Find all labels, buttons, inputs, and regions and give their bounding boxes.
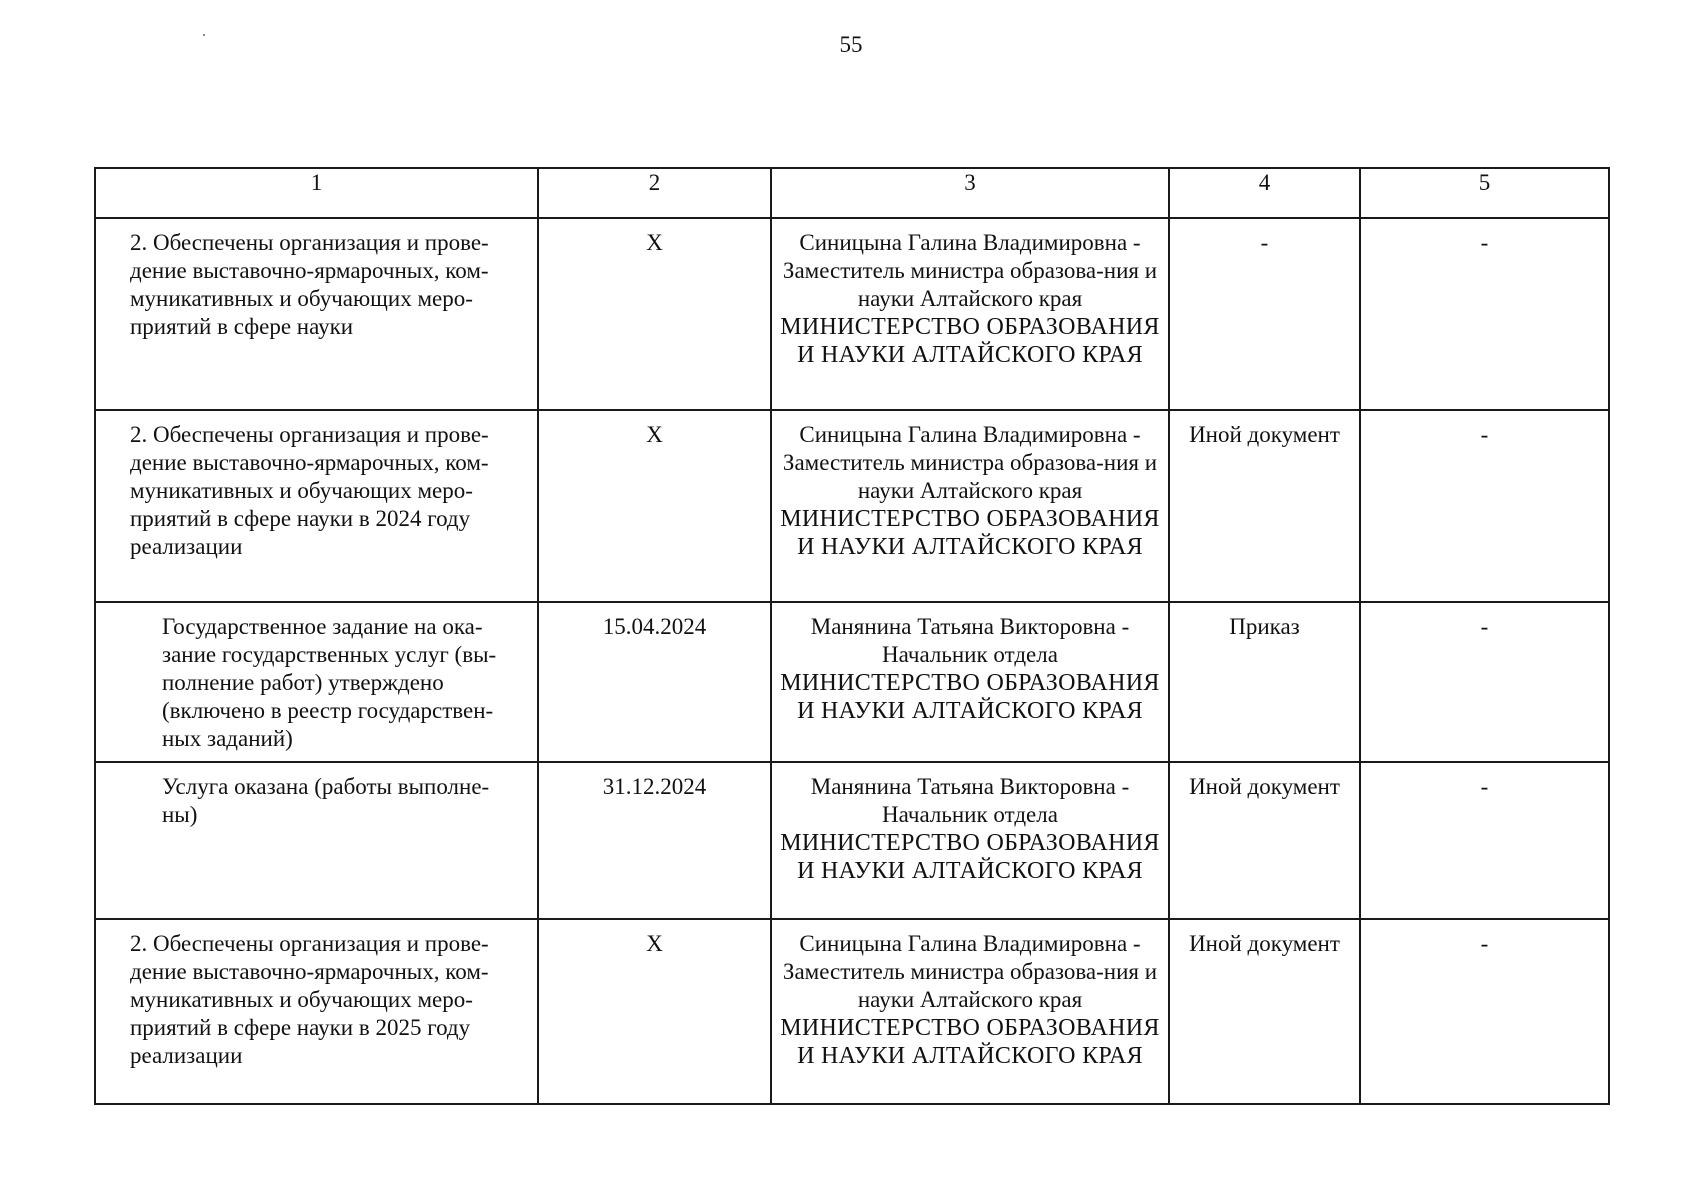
organization-name: МИНИСТЕРСТВО ОБРАЗОВАНИЯ И НАУКИ АЛТАЙСКОГО КРАЯ xyxy=(780,314,1160,368)
document-type: - xyxy=(1260,230,1269,255)
plan-table xyxy=(94,167,1610,1105)
document-type: Приказ xyxy=(1229,614,1300,639)
responsible-cell xyxy=(771,919,1169,1104)
document-cell xyxy=(1169,410,1360,602)
column-header: 2 xyxy=(538,168,771,218)
event-name: Государственное задание на ока-зание государственных услуг (вы-полнение работ) утверждено (включено в реестр государствен-ных заданий) xyxy=(162,614,497,751)
event-name-cell xyxy=(95,410,538,602)
responsible-cell xyxy=(771,762,1169,919)
table-row xyxy=(95,762,1609,919)
event-name-cell xyxy=(95,919,538,1104)
document-type: Иной документ xyxy=(1189,422,1340,447)
col5-cell xyxy=(1360,218,1609,410)
date-cell xyxy=(538,762,771,919)
page-number: 55 xyxy=(839,32,863,57)
col5-cell xyxy=(1360,602,1609,762)
responsible-person: Манянина Татьяна Викторовна - Начальник отдела xyxy=(810,774,1130,827)
responsible-cell xyxy=(771,410,1169,602)
organization-name: МИНИСТЕРСТВО ОБРАЗОВАНИЯ И НАУКИ АЛТАЙСКОГО КРАЯ xyxy=(780,830,1160,884)
organization-name: МИНИСТЕРСТВО ОБРАЗОВАНИЯ И НАУКИ АЛТАЙСКОГО КРАЯ xyxy=(780,670,1160,724)
document-type: Иной документ xyxy=(1189,931,1340,956)
organization-name: МИНИСТЕРСТВО ОБРАЗОВАНИЯ И НАУКИ АЛТАЙСКОГО КРАЯ xyxy=(780,506,1160,560)
table-row xyxy=(95,602,1609,762)
document-cell xyxy=(1169,762,1360,919)
column-header: 5 xyxy=(1360,168,1609,218)
responsible-person: Манянина Татьяна Викторовна - Начальник отдела xyxy=(810,614,1130,667)
col5-cell xyxy=(1360,410,1609,602)
event-date: Х xyxy=(646,230,663,255)
responsible-person: Синицына Галина Владимировна - Заместитель министра образова-ния и науки Алтайского края xyxy=(782,230,1158,311)
col5-cell xyxy=(1360,762,1609,919)
date-cell xyxy=(538,410,771,602)
document-cell xyxy=(1169,919,1360,1104)
date-cell xyxy=(538,218,771,410)
date-cell xyxy=(538,602,771,762)
event-name-cell xyxy=(95,602,538,762)
column-header: 4 xyxy=(1169,168,1360,218)
column-header: 1 xyxy=(95,168,538,218)
responsible-person: Синицына Галина Владимировна - Заместитель министра образова-ния и науки Алтайского края xyxy=(782,422,1158,503)
table-row xyxy=(95,919,1609,1104)
table-row xyxy=(95,218,1609,410)
col5-value: - xyxy=(1480,774,1489,799)
col5-value: - xyxy=(1480,230,1489,255)
event-date: Х xyxy=(646,422,663,447)
column-header: 3 xyxy=(771,168,1169,218)
scan-speck xyxy=(203,34,205,36)
event-name-cell xyxy=(95,762,538,919)
event-date: 31.12.2024 xyxy=(602,774,707,799)
event-name-cell xyxy=(95,218,538,410)
event-date: 15.04.2024 xyxy=(602,614,707,639)
event-name: 2. Обеспечены организация и прове-дение выставочно-ярмарочных, ком-муникативных и обучающих меро-приятий в сфере науки в 2024 году реализации xyxy=(130,422,489,559)
responsible-cell xyxy=(771,218,1169,410)
col5-value: - xyxy=(1480,614,1489,639)
table-row xyxy=(95,410,1609,602)
organization-name: МИНИСТЕРСТВО ОБРАЗОВАНИЯ И НАУКИ АЛТАЙСКОГО КРАЯ xyxy=(780,1015,1160,1069)
responsible-cell xyxy=(771,602,1169,762)
event-name: Услуга оказана (работы выполне-ны) xyxy=(162,774,490,827)
col5-value: - xyxy=(1480,931,1489,956)
date-cell xyxy=(538,919,771,1104)
event-name: 2. Обеспечены организация и прове-дение выставочно-ярмарочных, ком-муникативных и обучающих меро-приятий в сфере науки xyxy=(130,230,489,339)
event-name: 2. Обеспечены организация и прове-дение выставочно-ярмарочных, ком-муникативных и обучающих меро-приятий в сфере науки в 2025 году реализации xyxy=(130,931,489,1068)
document-cell xyxy=(1169,602,1360,762)
document-cell xyxy=(1169,218,1360,410)
responsible-person: Синицына Галина Владимировна - Заместитель министра образова-ния и науки Алтайского края xyxy=(782,931,1158,1012)
col5-cell xyxy=(1360,919,1609,1104)
table-header-row xyxy=(95,168,1609,218)
col5-value: - xyxy=(1480,422,1489,447)
document-type: Иной документ xyxy=(1189,774,1340,799)
event-date: Х xyxy=(646,931,663,956)
